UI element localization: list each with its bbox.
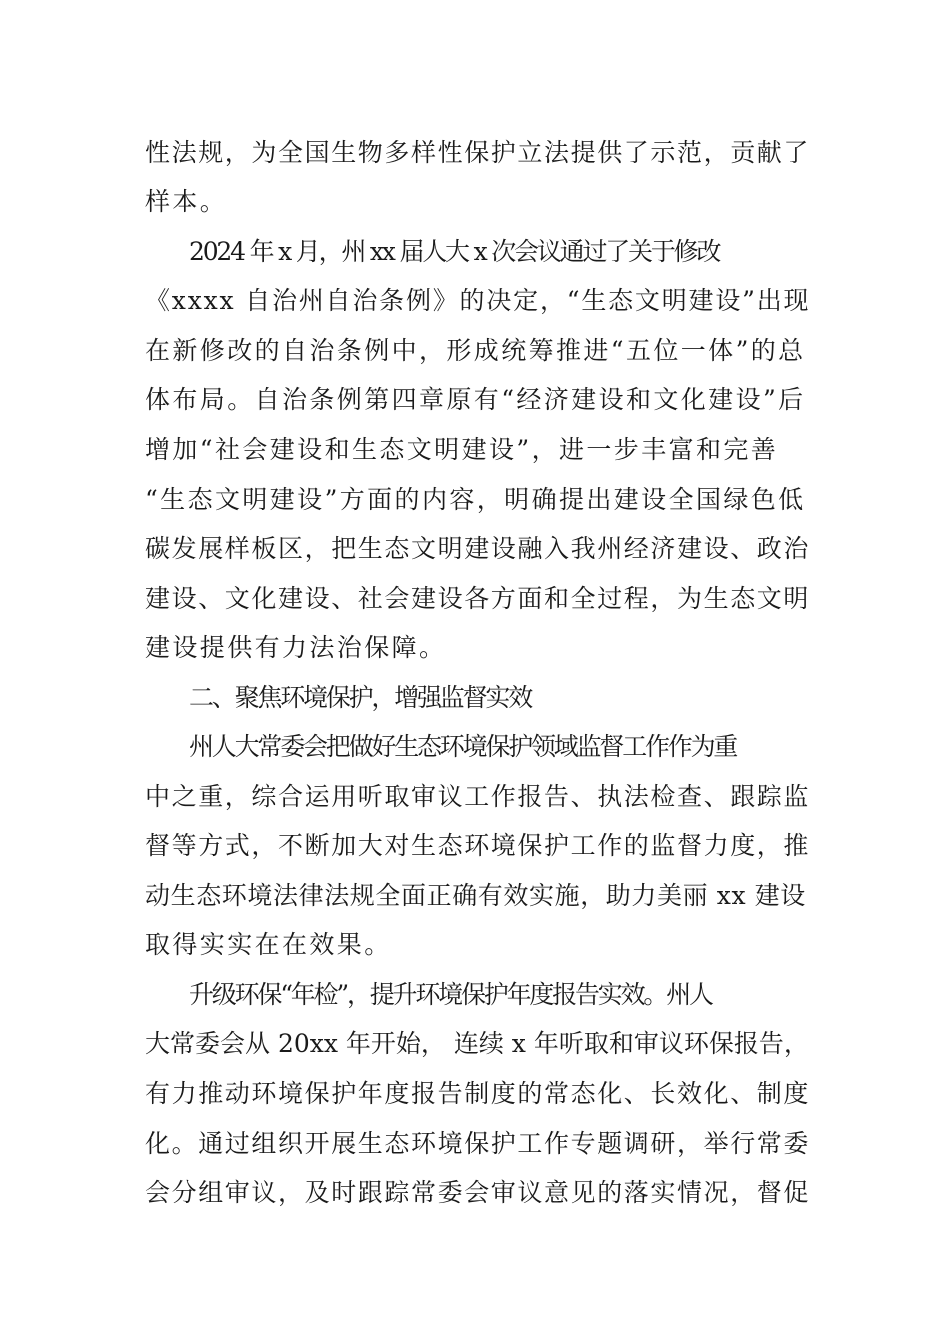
text-line: 取得实实在在效果。 — [145, 930, 392, 959]
text-line: 动生态环境法律法规全面正确有效实施，助力美丽 xx 建设 — [145, 881, 806, 910]
text-line: 中之重，综合运用听取审议工作报告、执法检查、跟踪监 — [145, 782, 811, 811]
text-line: 体布局。自治条例第四章原有“经济建设和文化建设”后 — [145, 385, 806, 414]
text-line: 建设提供有力法治保障。 — [145, 633, 447, 662]
paragraph-start-line: 升级环保“年检”，提升环境保护年度报告实效。州人 — [189, 980, 712, 1009]
text-line: 有力推动环境保护年度报告制度的常态化、长效化、制度 — [145, 1079, 811, 1108]
text-line: 建设、文化建设、社会建设各方面和全过程，为生态文明 — [145, 584, 811, 613]
paragraph-start-line: 2024 年 x 月，州 xx 届人大 x 次会议通过了关于修改 — [189, 237, 720, 266]
text-line: 在新修改的自治条例中，形成统筹推进“五位一体”的总 — [145, 336, 806, 365]
text-line: “生态文明建设”方面的内容，明确提出建设全国绿色低 — [145, 485, 806, 514]
text-line: 性法规，为全国生物多样性保护立法提供了示范，贡献了 — [145, 138, 811, 167]
text-line: 会分组审议，及时跟踪常委会审议意见的落实情况，督促 — [145, 1178, 811, 1207]
section-heading: 二、聚焦环境保护，增强监督实效 — [189, 683, 532, 712]
paragraph-start-line: 州人大常委会把做好生态环境保护领域监督工作作为重 — [189, 732, 737, 761]
text-line: 督等方式，不断加大对生态环境保护工作的监督力度，推 — [145, 831, 811, 860]
text-line: 增加“社会建设和生态文明建设”，进一步丰富和完善 — [145, 435, 779, 464]
text-line: 化。通过组织开展生态环境保护工作专题调研，举行常委 — [145, 1129, 811, 1158]
text-line: 《xxxx 自治州自治条例》的决定，“生态文明建设”出现 — [145, 286, 811, 315]
text-line: 大常委会从 20xx 年开始， 连续 x 年听取和审议环保报告， — [145, 1029, 809, 1058]
text-line: 碳发展样板区，把生态文明建设融入我州经济建设、政治 — [145, 534, 811, 563]
text-line: 样本。 — [145, 187, 228, 216]
